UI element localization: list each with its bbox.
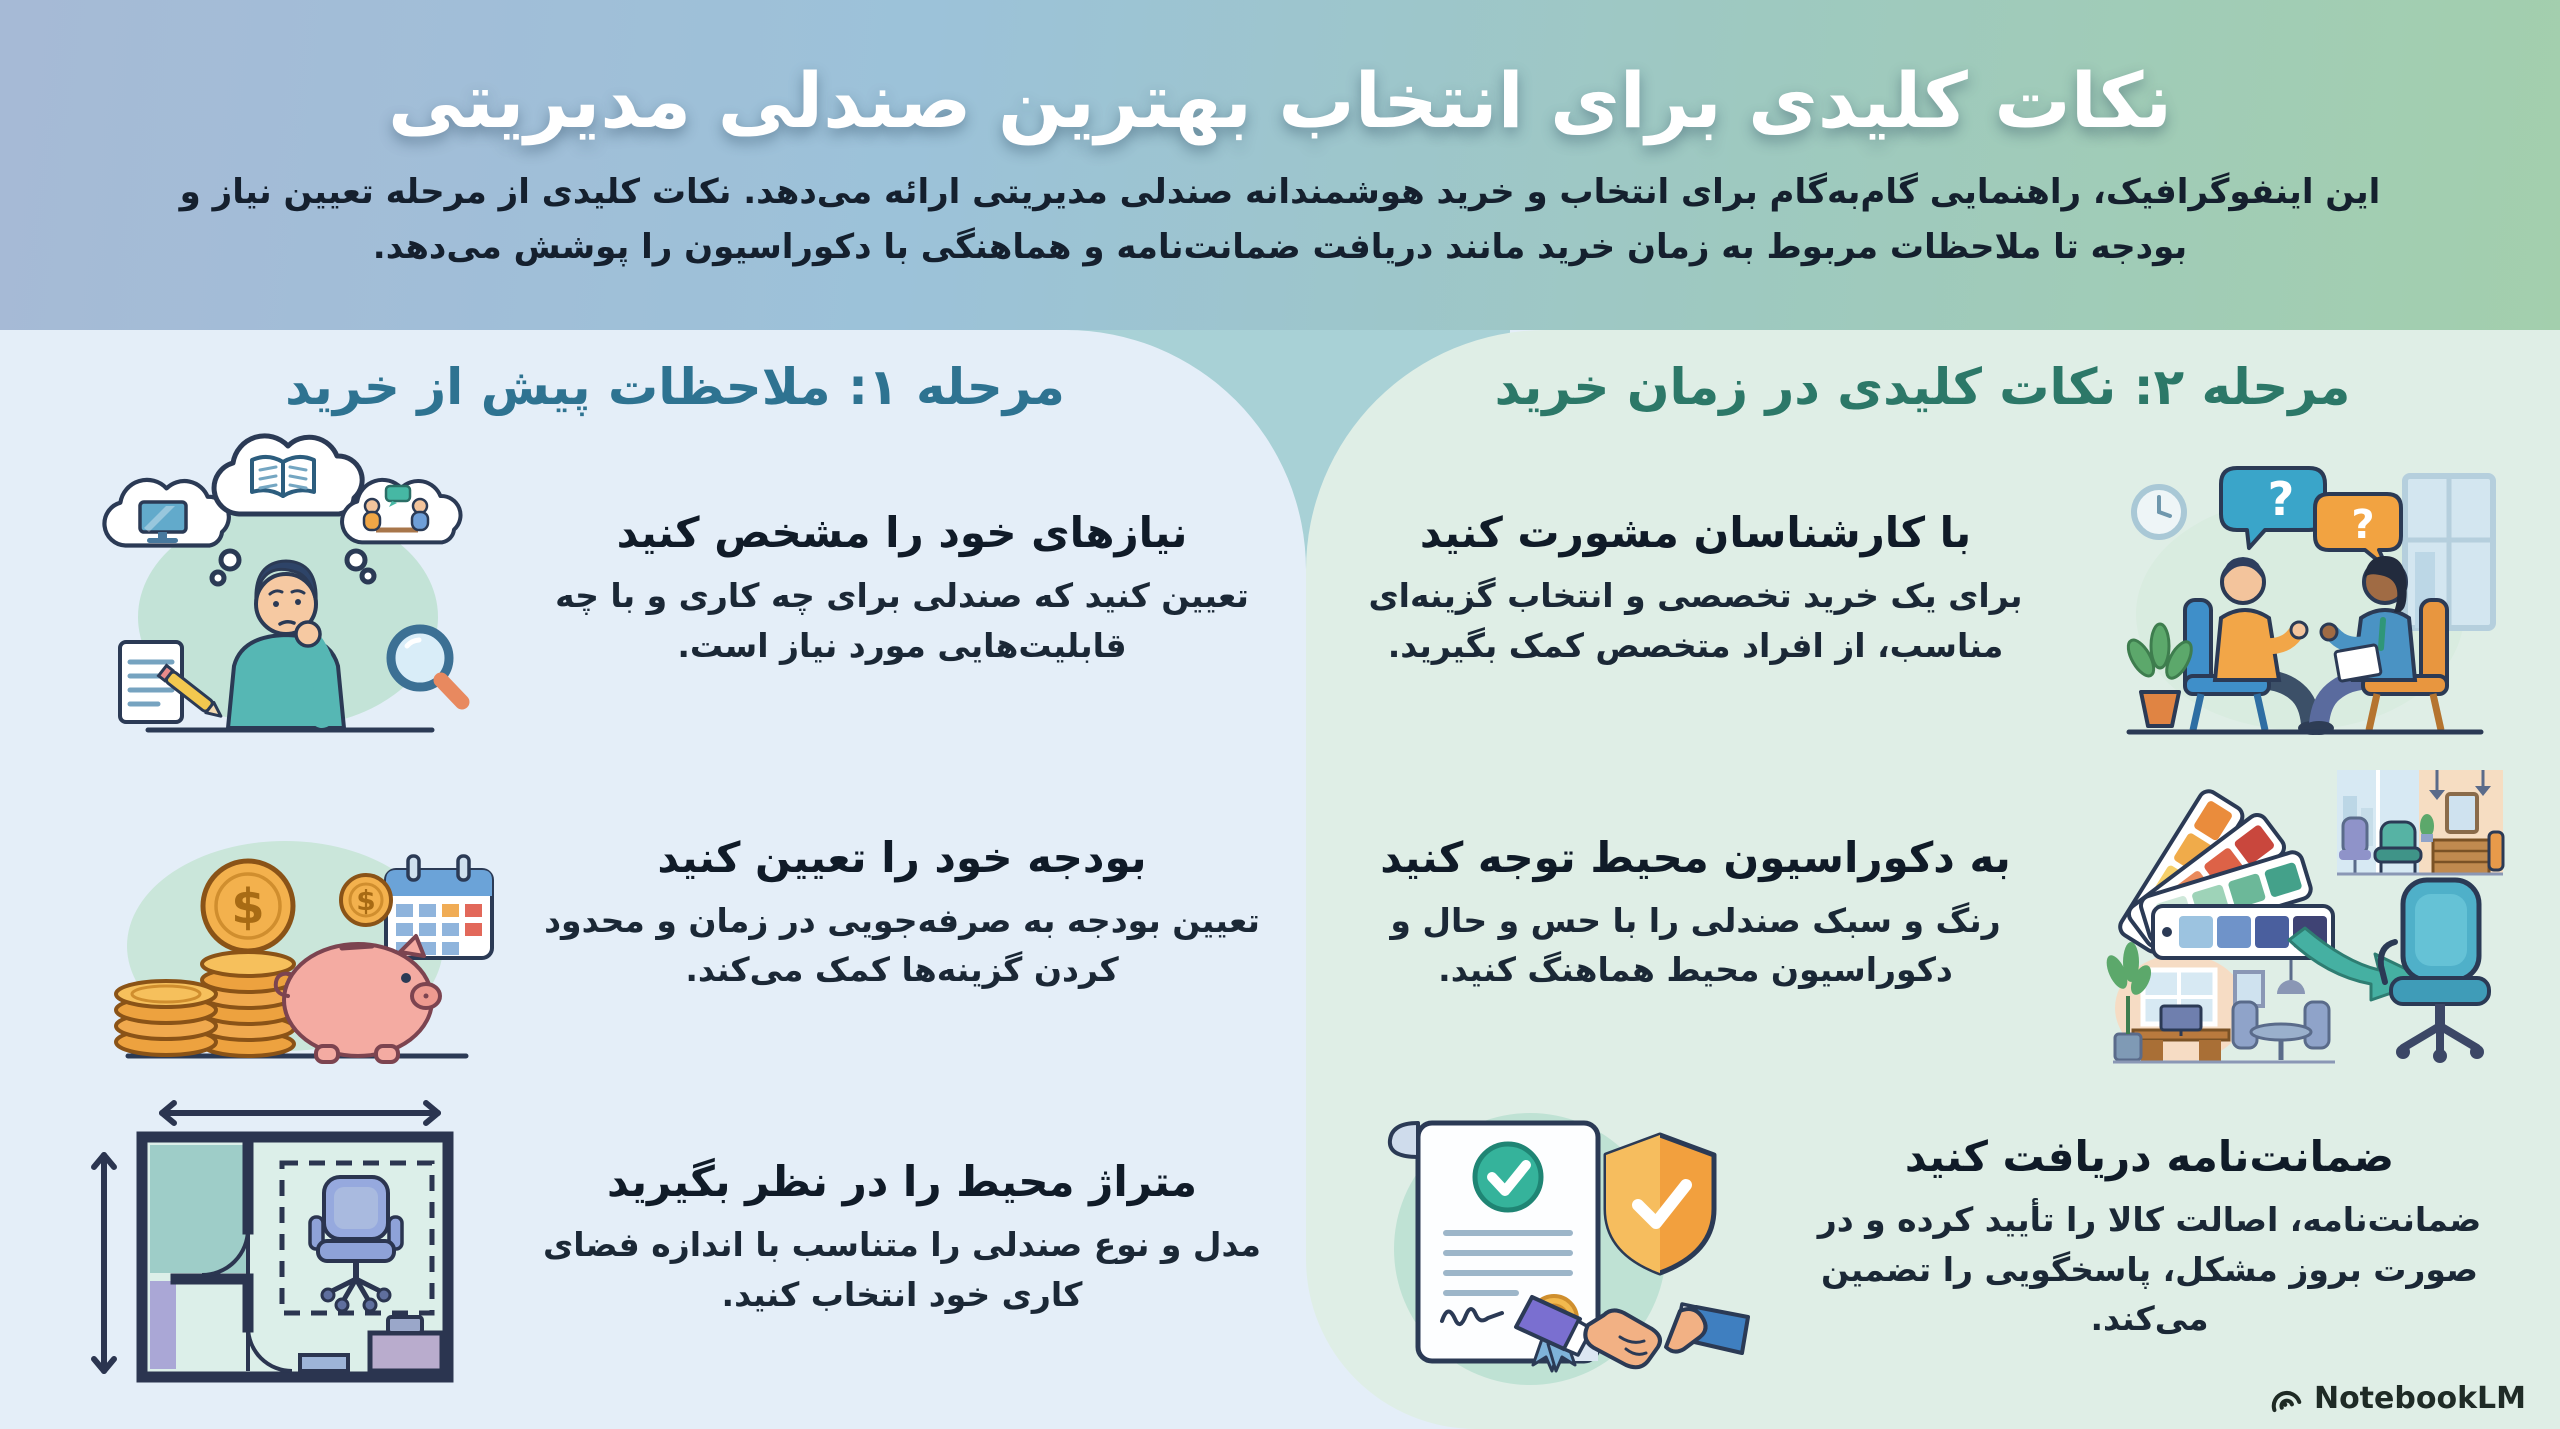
open-book-icon <box>252 456 314 495</box>
item-title: بودجه خود را تعیین کنید <box>657 832 1147 882</box>
item-text <box>524 508 1280 670</box>
item-match-decor <box>1330 756 2515 1071</box>
thinking-person-illustration <box>70 432 500 747</box>
header <box>0 0 2560 330</box>
item-title: با کارشناسان مشورت کنید <box>1419 508 1972 557</box>
clock-icon <box>2134 487 2184 537</box>
stage1-heading: مرحله ۱: ملاحظات پیش از خرید <box>285 358 1065 416</box>
stage2-column <box>1330 330 2515 1429</box>
falling-coin-icon <box>341 875 391 925</box>
item-text <box>524 833 1280 995</box>
consultation-illustration <box>2085 432 2515 747</box>
item-room-size <box>70 1081 1280 1396</box>
decor-palette-illustration <box>2085 756 2515 1071</box>
stage1-rows <box>70 416 1280 1429</box>
item-set-budget <box>70 756 1280 1071</box>
stage2-rows <box>1330 416 2515 1429</box>
item-text <box>1330 833 2061 995</box>
svg-text:?: ? <box>2267 471 2295 526</box>
item-title: ضمانت‌نامه دریافت کنید <box>1904 1132 2395 1182</box>
brand-label: NotebookLM <box>2313 1380 2526 1416</box>
svg-text:$: $ <box>356 884 376 917</box>
item-title: متراژ محیط را در نظر بگیرید <box>607 1157 1197 1206</box>
budget-piggy-bank-illustration <box>70 756 500 1071</box>
room-scene-top <box>2337 770 2503 874</box>
item-body: ضمانت‌نامه، اصالت کالا را تأیید کرده و در صورت بروز مشکل، پاسخگویی را تضمین می‌کند. <box>1817 1200 2482 1339</box>
item-text <box>1784 1132 2515 1344</box>
page-title: نکات کلیدی برای انتخاب بهترین صندلی مدیریتی <box>388 56 2172 146</box>
floor-plan-illustration <box>70 1081 500 1396</box>
item-body: رنگ و سبک صندلی را با حس و حال و دکوراسیون محیط هماهنگ کنید. <box>1390 900 2001 989</box>
item-body: مدل و نوع صندلی را متناسب با اندازه فضای کاری خود انتخاب کنید. <box>543 1225 1261 1314</box>
shield-check-icon <box>1606 1135 1714 1273</box>
content-area <box>0 330 2560 1429</box>
svg-text:?: ? <box>2351 501 2375 548</box>
item-body: تعیین کنید که صندلی برای چه کاری و با چه قابلیت‌هایی مورد نیاز است. <box>555 576 1249 665</box>
watermark <box>2266 1379 2526 1417</box>
svg-text:$: $ <box>231 879 265 935</box>
item-body: برای یک خرید تخصصی و انتخاب گزینه‌ای مناسب، از افراد متخصص کمک بگیرید. <box>1368 576 2023 665</box>
stage1-column <box>70 330 1280 1429</box>
item-consult-experts <box>1330 432 2515 747</box>
item-text <box>524 1157 1280 1319</box>
item-title: نیازهای خود را مشخص کنید <box>616 508 1188 557</box>
magnifier-icon <box>391 629 462 702</box>
item-body: تعیین بودجه به صرفه‌جویی در زمان و محدود کردن گزینه‌ها کمک می‌کند. <box>544 900 1260 989</box>
dollar-coin-icon <box>203 861 293 951</box>
notebooklm-logo-icon <box>2266 1379 2304 1417</box>
calendar-icon <box>386 856 492 958</box>
stage2-heading: مرحله ۲: نکات کلیدی در زمان خرید <box>1494 358 2351 416</box>
page-subtitle: این اینفوگرافیک، راهنمایی گام‌به‌گام برای انتخاب و خرید هوشمندانه صندلی مدیریتی ارائه می‌دهد. نکات کلیدی از مرحله تعیین نیاز و بودجه تا ملاحظات مربوط به زمان خرید مانند دریافت ضمانت‌نامه و هماهنگی با دکوراسیون را پوشش می‌دهد. <box>179 172 2381 267</box>
item-title: به دکوراسیون محیط توجه کنید <box>1380 832 2011 882</box>
item-text <box>1330 508 2061 670</box>
item-define-needs <box>70 432 1280 747</box>
warranty-certificate-illustration <box>1330 1081 1760 1396</box>
item-get-warranty <box>1330 1081 2515 1396</box>
